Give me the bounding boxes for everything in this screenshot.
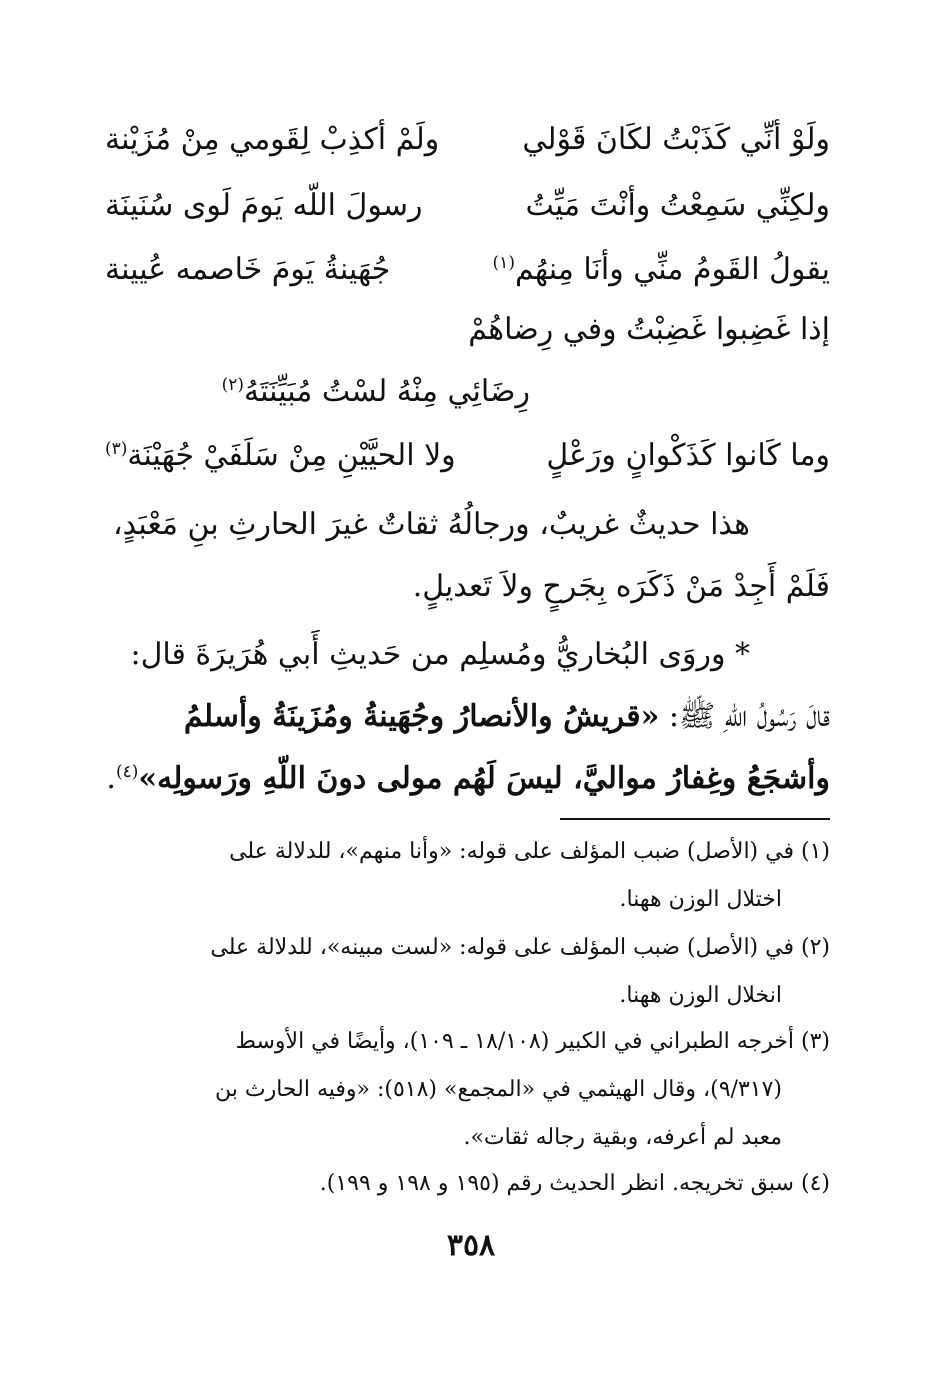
verse-hemistich-left: ولَمْ أكذِبْ لِقَومي مِنْ مُزَيْنة [105,122,440,157]
footnote-ref-3: (٣) [105,439,128,459]
sentence-end: . [106,761,116,796]
footnote-3 [105,1018,830,1162]
footnote-4 [105,1160,830,1208]
hadith-quote: «قريشُ والأنصارُ وجُهَينةُ ومُزَينَةُ وأسلمُ [183,699,660,734]
commentary-paragraph [105,494,830,618]
paragraph-line [105,686,830,748]
footnote-line: اختلال الوزن ههنا. [619,887,782,912]
footnote-ref-4: (٤) [115,762,139,782]
poem-verse-2 [105,176,830,236]
footnote-line: (٤) سبق تخريجه. انظر الحديث رقم (١٩٥ و ١٩٨ و ١٩٩). [319,1171,830,1196]
page-number: ٣٥٨ [446,1228,496,1263]
poem-verse-5 [105,362,830,422]
footnote-line: معبد لم أعرفه، وبقية رجاله ثقات». [463,1125,782,1150]
paragraph-line: هذا حديثٌ غريبٌ، ورجالُهُ ثقاتٌ غيرَ الحارثِ بنِ مَعْبَدٍ، [112,507,750,542]
verse-text: رِضَائِي مِنْهُ لسْتُ مُبَيِّنَتَهُ [244,374,530,409]
poem-verse-6 [105,426,830,486]
verse-hemistich-right: وما كَانوا كَذَكْوانٍ ورَعْلٍ [546,438,830,473]
footnote-line: انخلال الوزن ههنا. [619,983,782,1008]
poem-verse-3 [105,240,830,300]
footnote-line: (٢) في (الأصل) ضبب المؤلف على قوله: «لست مبينه»، للدلالة على [210,935,830,960]
footnote-2 [105,924,830,1020]
footnote-ref-1: (١) [492,253,515,273]
footnote-line: (٣) أخرجه الطبراني في الكبير (١٨/١٠٨ ـ ١٠٩)، وأيضًا في الأوسط [235,1029,830,1054]
footnote-line: (٩/٣١٧)، وقال الهيثمي في «المجمع» (٥١٨): «وفيه الحارث بن [215,1077,782,1102]
verse-text: يقولُ القَومُ منِّي وأنَا مِنهُم [514,252,830,287]
verse-hemistich-left: رسولَ اللّه يَومَ لَوى سُنَينَة [105,188,423,223]
verse-single-line: إذا غَضِبوا غَضِبْتُ وفي رِضاهُمْ [468,312,830,347]
footnote-1 [105,828,830,924]
poem-verse-4 [105,300,830,360]
hadith-intro: قالَ رَسُولُ اللّهِ ﷺ: [668,699,830,734]
paragraph-line [105,748,830,810]
hadith-paragraph [105,624,830,810]
verse-single-line [222,362,530,422]
verse-text: ولا الحيَّيْنِ مِنْ سَلَفَيْ جُهَيْنَة [127,438,456,473]
verse-hemistich-left [105,426,456,486]
footnote-ref-2: (٢) [221,375,244,395]
paragraph-line: * وروَى البُخاريُّ ومُسلِم من حَديثِ أَبي هُرَيرَةَ قال: [130,637,750,672]
verse-hemistich-right: ولكِنِّي سَمِعْتُ وأنْتَ مَيِّتُ [525,188,830,223]
verse-hemistich-right [493,240,830,300]
paragraph-line: فَلَمْ أَجِدْ مَنْ ذَكَرَه بِجَرحٍ ولاَ تَعديلٍ. [412,569,830,604]
verse-hemistich-right: ولَوْ أنِّي كَذَبْتُ لكَانَ قَوْلي [522,122,830,157]
footnote-line: (١) في (الأصل) ضبب المؤلف على قوله: «وأنا منهم»، للدلالة على [229,839,830,864]
hadith-quote: وأشجَعُ وغِفارُ مواليَّ، ليسَ لَهُم مولى دونَ اللّهِ ورَسولِه» [138,761,830,796]
poem-verse-1 [105,110,830,170]
verse-hemistich-left: جُهَينةُ يَومَ خَاصمه عُيينة [105,252,391,287]
footnote-separator [560,818,830,820]
